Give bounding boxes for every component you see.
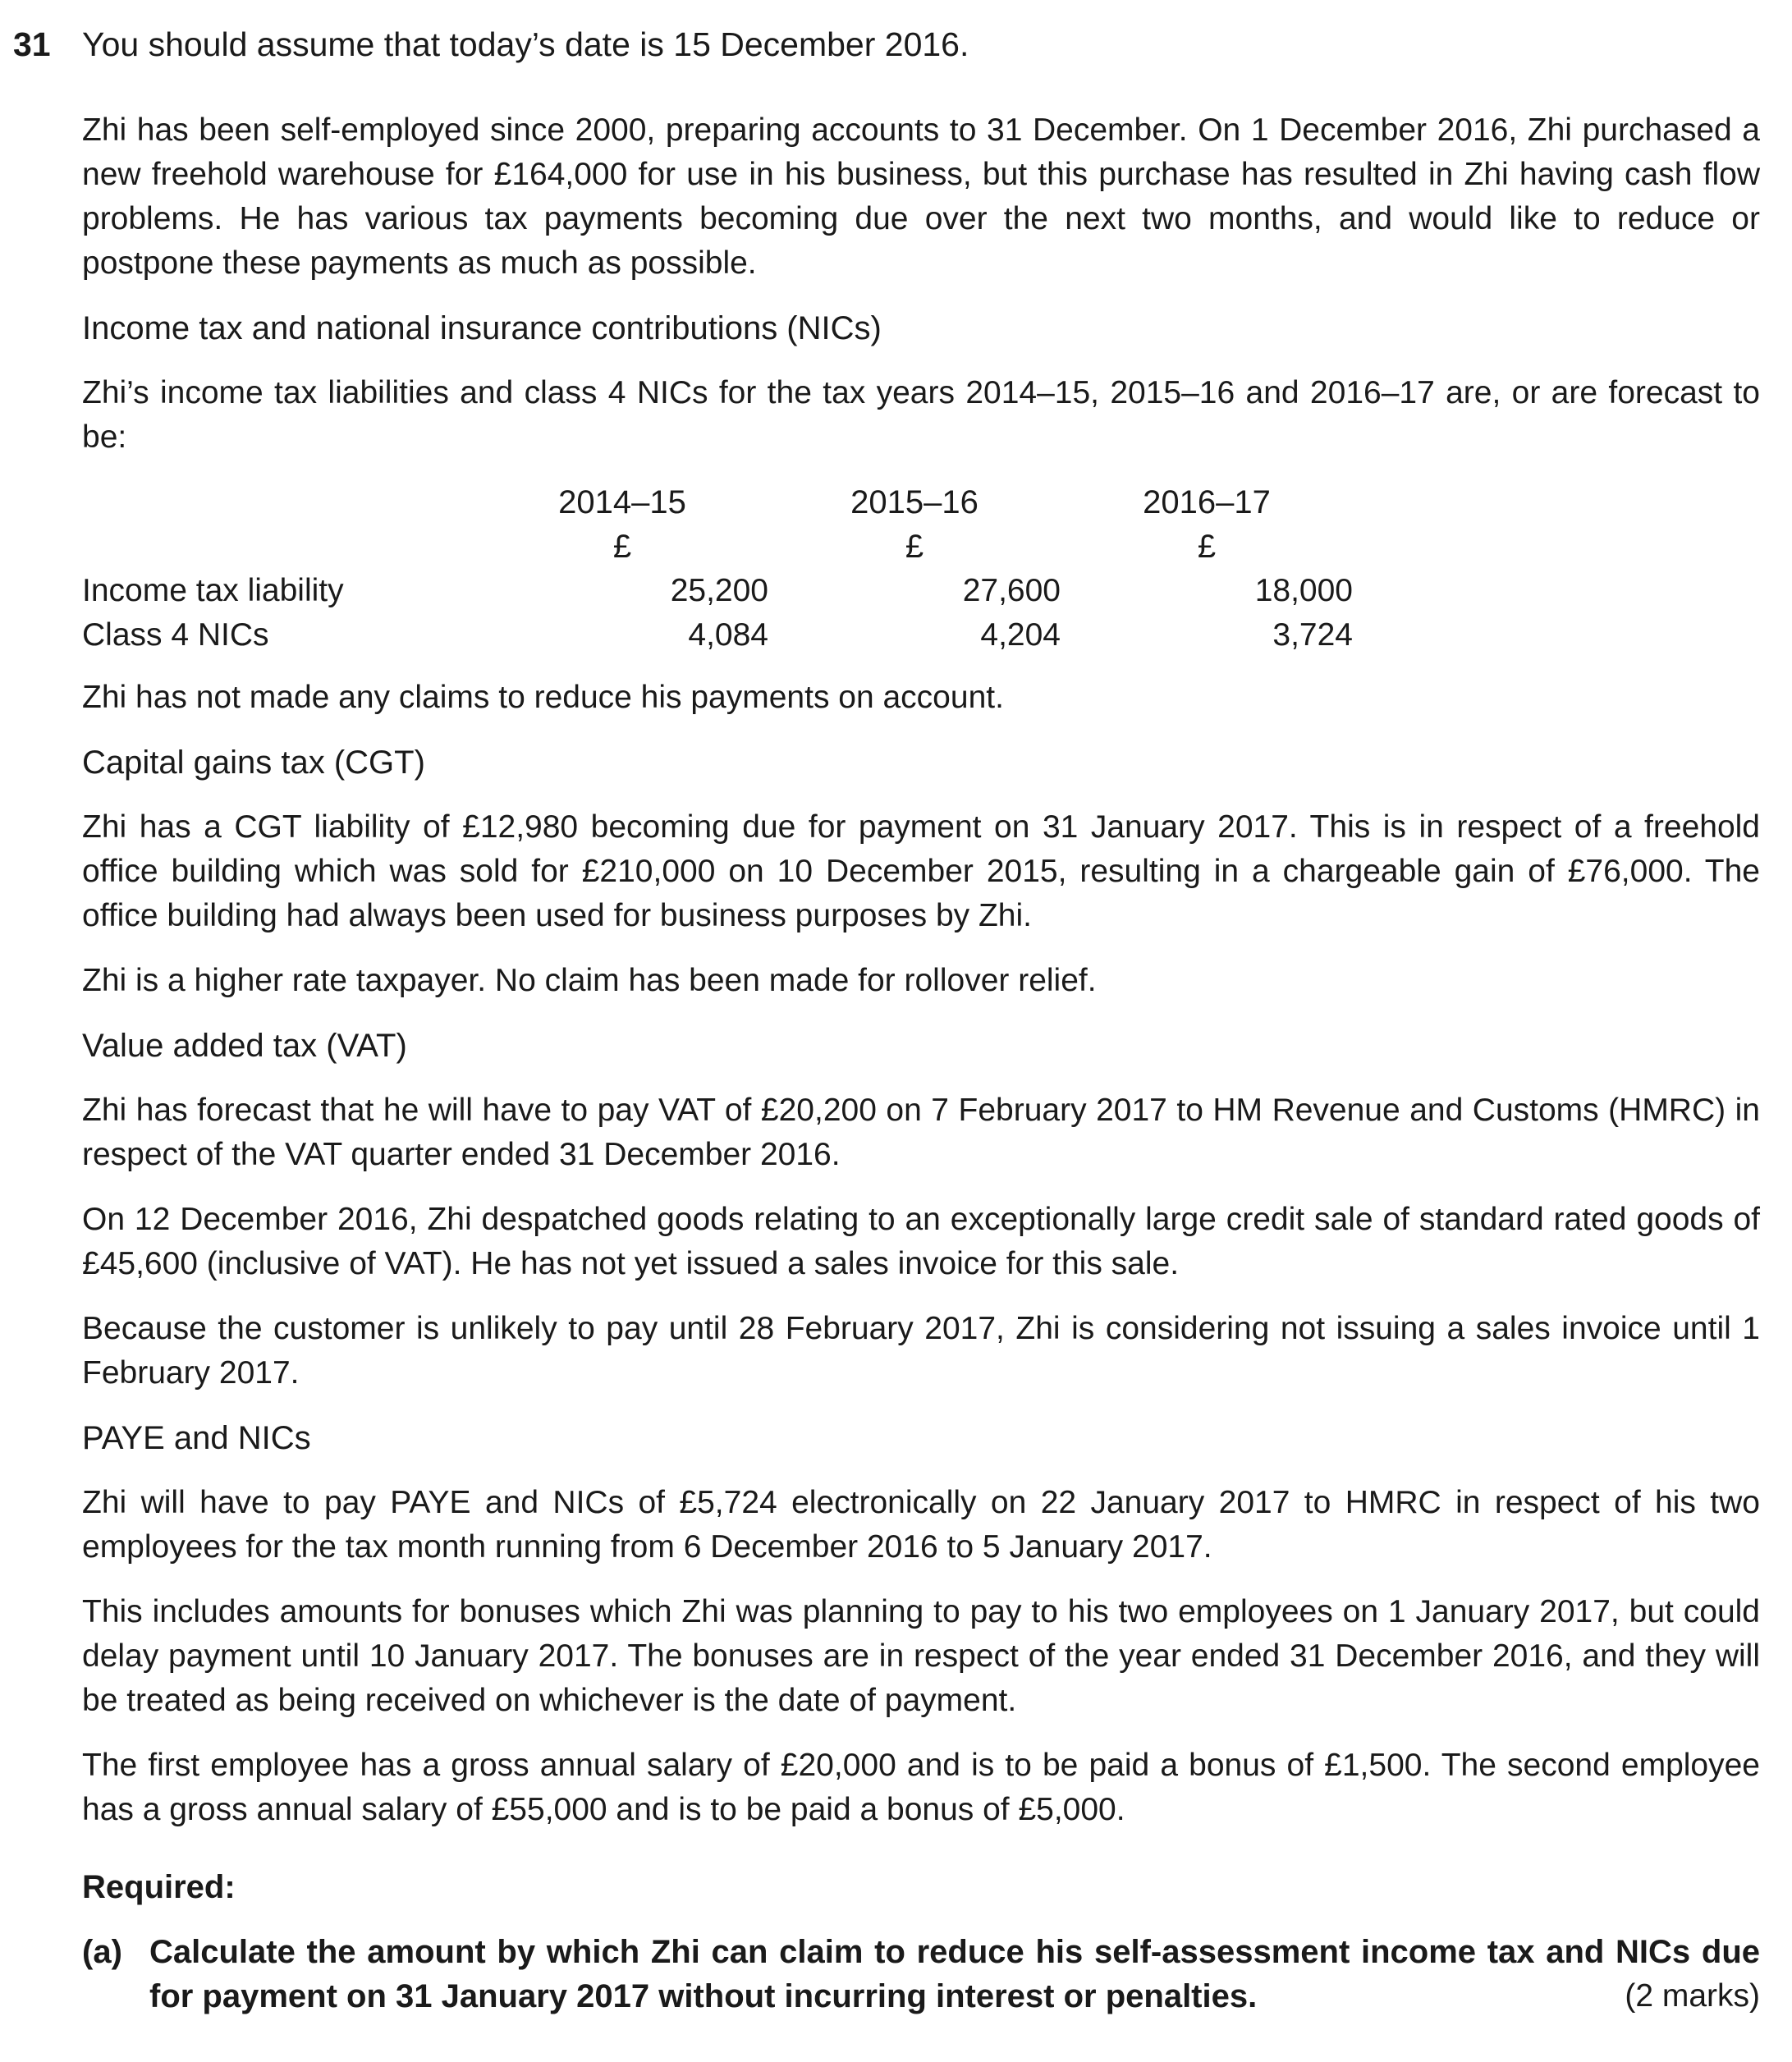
currency-symbol: £ <box>612 529 632 565</box>
cgt-paragraph: Zhi has a CGT liability of £12,980 becoming due for payment on 31 January 2017. This is in respect of a freehold office building which was sold for £210,000 on 10 December 2015, resulting in a chargeable gain of £76,000. The office building had always been used for business purposes by Zhi. <box>82 809 1760 933</box>
cell-value: 4,204 <box>980 617 1061 653</box>
currency-symbol: £ <box>905 529 924 565</box>
year-header: 2015–16 <box>850 484 978 520</box>
year-header: 2016–17 <box>1143 484 1271 520</box>
cell-value: 27,600 <box>962 573 1061 608</box>
question-number: 31 <box>13 25 51 63</box>
vat-heading: Value added tax (VAT) <box>82 1028 407 1064</box>
vat-paragraph: Because the customer is unlikely to pay until 28 February 2017, Zhi is considering not issuing a sales invoice until 1 February 2017. <box>82 1311 1760 1391</box>
paye-paragraph: The first employee has a gross annual salary of £20,000 and is to be paid a bonus of £1,500. The second employee has a gross annual salary of £55,000 and is to be paid a bonus of £5,000. <box>82 1748 1760 1827</box>
question-heading: You should assume that today’s date is 15 December 2016. <box>82 25 969 63</box>
question-body <box>82 108 1760 2018</box>
currency-symbol: £ <box>1197 529 1217 565</box>
paye-paragraph: Zhi will have to pay PAYE and NICs of £5,724 electronically on 22 January 2017 to HMRC in respect of his two employees for the tax month running from 6 December 2016 to 5 January 2017. <box>82 1485 1760 1565</box>
table-header-row <box>82 480 1353 525</box>
paye-paragraph: This includes amounts for bonuses which Zhi was planning to pay to his two employees on 1 January 2017, but could delay payment until 10 January 2017. The bonuses are in respect of the year ended 31 December 2016, and they will be treated as being received on whichever is the date of payment. <box>82 1594 1760 1718</box>
cgt-heading: Capital gains tax (CGT) <box>82 745 425 781</box>
marks-label: (2 marks) <box>1625 1978 1760 2014</box>
cell-value: 25,200 <box>670 573 768 608</box>
cell-value: 3,724 <box>1272 617 1353 653</box>
part-text: Calculate the amount by which Zhi can claim to reduce his self-assessment income tax and NICs due for payment on 31 January 2017 without incurring interest or penalties. <box>149 1934 1760 2014</box>
required-label: Required: <box>82 1869 236 1905</box>
table-row <box>82 613 1353 658</box>
vat-paragraph: Zhi has forecast that he will have to pay VAT of £20,200 on 7 February 2017 to HM Revenue and Customs (HMRC) in respect of the VAT quarter ended 31 December 2016. <box>82 1093 1760 1172</box>
part-label: (a) <box>82 1934 122 1970</box>
cell-value: 4,084 <box>688 617 768 653</box>
intro-paragraph: Zhi has been self-employed since 2000, preparing accounts to 31 December. On 1 December 2016, Zhi purchased a new freehold warehouse for £164,000 for use in his business, but this purchase has resulted in Zhi having cash flow problems. He has various tax payments becoming due over the next two months, and would like to reduce or postpone these payments as much as possible. <box>82 112 1760 281</box>
year-header: 2014–15 <box>558 484 686 520</box>
payments-on-account-note: Zhi has not made any claims to reduce his payments on account. <box>82 680 1004 715</box>
income-tax-paragraph: Zhi’s income tax liabilities and class 4 NICs for the tax years 2014–15, 2015–16 and 2016–17 are, or are forecast to be: <box>82 375 1760 455</box>
vat-paragraph: On 12 December 2016, Zhi despatched goods relating to an exceptionally large credit sale of standard rated goods of £45,600 (inclusive of VAT). He has not yet issued a sales invoice for this sale. <box>82 1202 1760 1281</box>
row-label: Income tax liability <box>82 573 344 608</box>
tax-liabilities-table <box>82 480 1353 658</box>
required-part-a <box>82 1930 1760 2018</box>
cgt-paragraph: Zhi is a higher rate taxpayer. No claim has been made for rollover relief. <box>82 963 1097 998</box>
table-currency-row <box>82 525 1353 569</box>
table-row <box>82 569 1353 613</box>
income-tax-heading: Income tax and national insurance contributions (NICs) <box>82 310 882 346</box>
paye-heading: PAYE and NICs <box>82 1420 311 1456</box>
cell-value: 18,000 <box>1254 573 1353 608</box>
row-label: Class 4 NICs <box>82 617 269 653</box>
